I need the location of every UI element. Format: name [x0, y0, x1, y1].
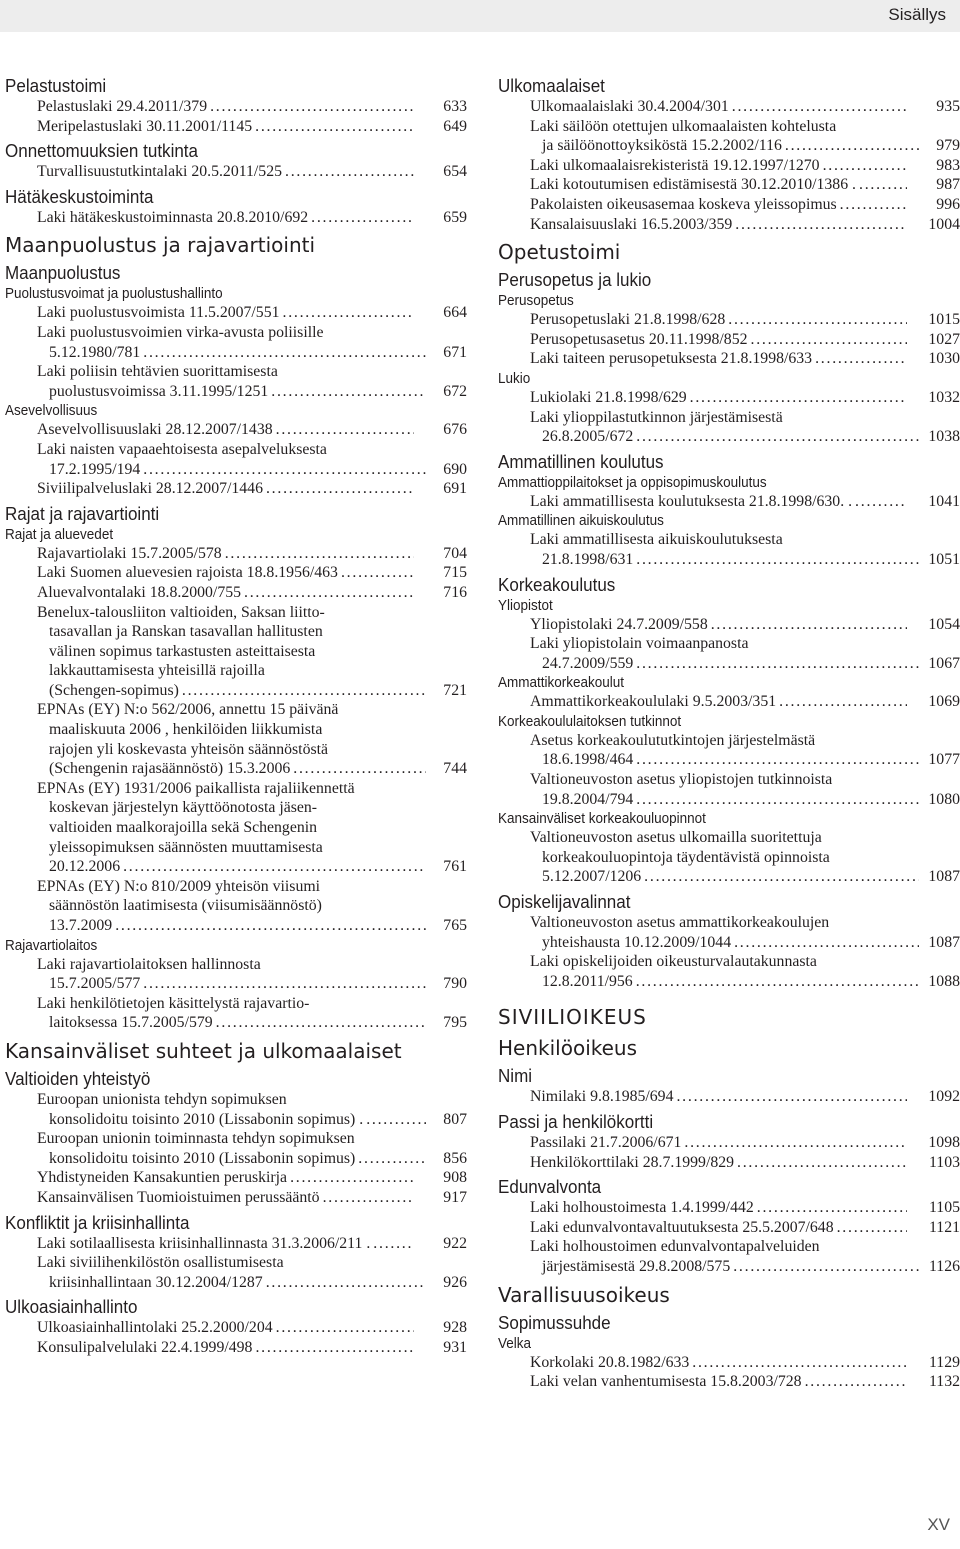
dot-leader: [311, 208, 414, 228]
toc-entry[interactable]: [5, 583, 467, 603]
minor-heading: Ammatillinen aikuiskoulutus: [498, 512, 664, 530]
entry-title-line: 20.12.2006: [49, 858, 121, 876]
page-ref: 715: [443, 564, 467, 582]
page-ref: 1030: [928, 350, 960, 368]
entry-title-line: Valtioneuvoston asetus ammattikorkeakoulujen: [530, 914, 830, 932]
entry-title-line: valtioiden maalkorajoilla sekä Schengenin: [49, 819, 318, 837]
toc-entry[interactable]: [5, 303, 467, 323]
page-ref: 721: [443, 681, 467, 699]
dot-leader: [143, 343, 426, 363]
entry-title-line: välinen sopimus tarkastusten asteittaisesta: [49, 642, 316, 660]
part-heading: SIVIILIOIKEUS: [498, 1005, 647, 1030]
page-ref: 926: [443, 1273, 467, 1291]
dot-leader: [216, 1013, 426, 1033]
page-ref: 856: [443, 1149, 467, 1167]
entry-title-line: Passilaki 21.7.2006/671: [530, 1134, 682, 1151]
subsection-heading: Nimi: [498, 1065, 533, 1087]
entry-title-line: Laki sotilaallisesta kriisinhallinnasta 31.3.2006/211 .: [37, 1234, 371, 1252]
dot-leader: [840, 195, 907, 215]
entry-title-line: kriisinhallintaan 30.12.2004/1287: [49, 1273, 263, 1291]
subsection-heading: Valtioiden yhteistyö: [5, 1067, 151, 1089]
toc-entry[interactable]: [5, 117, 467, 137]
minor-heading: Velka: [498, 1334, 532, 1352]
page-ref: 1015: [928, 311, 960, 329]
entry-title-line: järjestämisestä 29.8.2008/575: [542, 1257, 731, 1275]
toc-entry[interactable]: [5, 700, 467, 778]
toc-entry[interactable]: [5, 162, 467, 182]
toc-entry[interactable]: [5, 1188, 467, 1208]
dot-leader: [676, 1087, 907, 1107]
toc-entry[interactable]: [498, 634, 960, 673]
entry-title-line: yleissopimuksen säännösten muuttamisesta: [49, 838, 323, 856]
dot-leader: [779, 692, 907, 712]
page-ref: 671: [443, 343, 467, 361]
page-ref: 704: [443, 544, 467, 562]
page-ref: 659: [443, 208, 467, 226]
dot-leader: [255, 1338, 414, 1358]
dot-leader: [735, 215, 907, 235]
entry-title-line: Aluevalvontalaki 18.8.2000/755: [37, 583, 242, 601]
dot-leader: [182, 681, 426, 701]
entry-title-line: Laki ammatillisesta koulutuksesta 21.8.1998/630. .: [530, 492, 853, 510]
toc-entry[interactable]: [498, 731, 960, 770]
toc-entry[interactable]: [498, 828, 960, 887]
entry-title-line: Korkolaki 20.8.1982/633: [530, 1353, 690, 1371]
entry-title-line: 21.8.1998/631: [542, 550, 634, 568]
dot-leader: [636, 750, 919, 770]
page-ref: 654: [443, 163, 467, 181]
entry-title-line: Benelux-talousliiton valtioiden, Saksan liitto-: [37, 603, 325, 621]
entry-title-line: Laki siviilihenkilöstön osallistumisesta: [37, 1254, 284, 1272]
entry-title-line: 19.8.2004/794: [542, 790, 634, 808]
entry-title-line: Turvallisuustutkintalaki 20.5.2011/525: [37, 163, 283, 181]
section-title: Sisällys: [888, 5, 946, 24]
subsection-heading: Perusopetus ja lukio: [498, 269, 652, 291]
dot-leader: [785, 136, 919, 156]
toc-entry[interactable]: [5, 440, 467, 479]
page-ref: 1129: [928, 1353, 960, 1371]
page-number: XV: [927, 1515, 950, 1534]
entry-title-line: EPNAs (EY) 1931/2006 paikallista rajaliikennettä: [37, 779, 355, 797]
dot-leader: [283, 303, 414, 323]
dot-leader: [636, 427, 919, 447]
dot-leader: [225, 544, 414, 564]
toc-entry[interactable]: [498, 1087, 960, 1107]
entry-title-line: Pakolaisten oikeusasemaa koskeva yleissopimus: [530, 195, 837, 213]
page-ref: 935: [936, 98, 960, 115]
entry-title-line: Henkilökorttilaki 28.7.1999/829: [530, 1153, 735, 1171]
dot-leader: [728, 310, 907, 330]
left-column: [5, 75, 467, 1358]
toc-entry[interactable]: [5, 994, 467, 1033]
entry-title-line: laitoksessa 15.7.2005/579: [49, 1014, 213, 1032]
section-heading: Maanpuolustus ja rajavartiointi: [5, 233, 316, 258]
entry-title-line: EPNAs (EY) N:o 562/2006, annettu 15 päivänä: [37, 701, 339, 719]
toc-entry[interactable]: [5, 479, 467, 499]
section-heading: Henkilöoikeus: [498, 1036, 638, 1061]
right-column: [498, 75, 960, 1392]
dot-leader: [644, 867, 919, 887]
entry-title-line: 26.8.2005/672: [542, 428, 634, 446]
toc-entry[interactable]: [5, 208, 467, 228]
page-ref: 795: [443, 1014, 467, 1032]
page-ref: 1088: [928, 972, 960, 990]
page-ref: 761: [443, 858, 467, 876]
page-ref: 807: [443, 1110, 467, 1128]
minor-heading: Kansainväliset korkeakouluopinnot: [498, 810, 706, 828]
dot-leader: [244, 583, 414, 603]
page-ref: 1121: [928, 1218, 960, 1236]
page-ref: 979: [936, 137, 960, 155]
entry-title-line: Laki rajavartiolaitoksen hallinnosta: [37, 955, 261, 973]
toc-entry[interactable]: [498, 952, 960, 991]
entry-title-line: Rajavartiolaki 15.7.2005/578: [37, 544, 222, 562]
section-heading: Kansainväliset suhteet ja ulkomaalaiset: [5, 1038, 402, 1063]
entry-title-line: Ulkoasiainhallintolaki 25.2.2000/204: [37, 1319, 273, 1337]
entry-title-line: Laki puolustusvoimien virka-avusta poliisille: [37, 323, 324, 341]
dot-leader: [115, 916, 426, 936]
page-ref: 1098: [928, 1134, 960, 1151]
toc-entry[interactable]: [498, 1218, 960, 1238]
toc-entry[interactable]: [5, 97, 467, 117]
subsection-heading: Opiskelijavalinnat: [498, 891, 631, 913]
toc-entry[interactable]: [5, 362, 467, 401]
page-ref: 987: [936, 176, 960, 194]
dot-leader: [276, 1318, 414, 1338]
entry-title-line: maaliskuuta 2006 , henkilöiden liikkumista: [49, 721, 323, 739]
entry-title-line: EPNAs (EY) N:o 810/2009 yhteisön viisumi: [37, 877, 321, 895]
dot-leader: [734, 933, 919, 953]
dot-leader: [276, 420, 414, 440]
entry-title-line: Laki opiskelijoiden oikeusturvalautakunnasta: [530, 953, 817, 971]
dot-leader: [636, 972, 919, 992]
entry-title-line: Laki edunvalvontavaltuutuksesta 25.5.2007/648: [530, 1218, 834, 1236]
entry-title-line: (Schengenin rajasäännöstö) 15.3.2006: [49, 760, 291, 778]
dot-leader: [751, 330, 908, 350]
page-ref: 790: [443, 975, 467, 993]
page-ref: 1092: [928, 1088, 960, 1106]
entry-title-line: konsolidoitu toisinto 2010 (Lissabonin sopimus) .: [49, 1110, 364, 1128]
subsection-heading: Edunvalvonta: [498, 1176, 602, 1198]
entry-title-line: Laki ulkomaalaisrekisteristä 19.12.1997/1270: [530, 156, 820, 174]
entry-title-line: Konsulipalvelulaki 22.4.1999/498: [37, 1338, 253, 1356]
entry-title-line: 5.12.2007/1206: [542, 868, 642, 886]
page-ref: 1027: [928, 330, 960, 348]
entry-title-line: 13.7.2009: [49, 917, 113, 934]
toc-entry[interactable]: [5, 1129, 467, 1168]
page-ref: 908: [443, 1169, 467, 1187]
toc-entry[interactable]: [5, 323, 467, 362]
minor-heading: Ammattioppilaitokset ja oppisopimuskoulutus: [498, 473, 767, 491]
dot-leader: [733, 1257, 919, 1277]
entry-title-line: lakkauttamisesta yhteisillä rajoilla: [49, 662, 265, 680]
page-ref: 1051: [928, 550, 960, 568]
header-band: [0, 0, 960, 32]
page-ref: 1087: [928, 868, 960, 886]
minor-heading: Rajavartiolaitos: [5, 936, 98, 954]
page-ref: 744: [443, 760, 467, 778]
page-ref: 983: [936, 156, 960, 174]
entry-title-line: Perusopetusasetus 20.11.1998/852: [530, 330, 748, 348]
page-ref: 1004: [928, 215, 960, 233]
page-ref: 633: [443, 98, 467, 115]
dot-leader: [636, 790, 919, 810]
toc-entry[interactable]: [498, 1237, 960, 1276]
entry-title-line: 15.7.2005/577: [49, 975, 141, 993]
entry-title-line: 17.2.1995/194: [49, 460, 141, 478]
subsection-heading: Ulkomaalaiset: [498, 75, 605, 96]
entry-title-line: Laki naisten vapaaehtoisesta asepalveluksesta: [37, 440, 327, 458]
page-ref: 996: [936, 195, 960, 213]
toc-entry[interactable]: [5, 544, 467, 564]
page-ref: 691: [443, 480, 467, 498]
entry-title-line: Euroopan unionista tehdyn sopimuksen: [37, 1090, 287, 1108]
entry-title-line: korkeakouluopintoja täydentävistä opinnoista: [542, 848, 830, 866]
toc-entry[interactable]: [498, 408, 960, 447]
entry-title-line: koskevan järjestelyn käyttöönotosta jäsen-: [49, 799, 318, 817]
dot-leader: [373, 1234, 414, 1254]
entry-title-line: Meripelastuslaki 30.11.2001/1145: [37, 117, 253, 135]
entry-title-line: Siviilipalveluslaki 28.12.2007/1446: [37, 480, 263, 498]
dot-leader: [123, 857, 426, 877]
page-ref: 676: [443, 421, 467, 439]
dot-leader: [636, 654, 919, 674]
entry-title-line: Laki ammatillisesta aikuiskoulutuksesta: [530, 531, 783, 549]
page-ref: 765: [443, 917, 467, 934]
entry-title-line: Perusopetuslaki 21.8.1998/628: [530, 311, 726, 329]
toc-entry[interactable]: [498, 1372, 960, 1392]
dot-leader: [837, 1218, 907, 1238]
page-ref: 931: [443, 1338, 467, 1356]
dot-leader: [358, 1149, 426, 1169]
page-ref: 1032: [928, 388, 960, 406]
dot-leader: [293, 759, 426, 779]
toc-entry[interactable]: [498, 195, 960, 215]
entry-title-line: Laki hätäkeskustoiminnasta 20.8.2010/692: [37, 208, 309, 226]
toc-entry[interactable]: [498, 215, 960, 235]
entry-title-line: Asetus korkeakoulututkintojen järjestelmästä: [530, 731, 816, 749]
entry-title-line: Laki holhoustoimesta 1.4.1999/442: [530, 1199, 754, 1217]
toc-entry[interactable]: [498, 310, 960, 330]
subsection-heading: Korkeakoulutus: [498, 573, 616, 595]
toc-entry[interactable]: [498, 1153, 960, 1173]
toc-entry[interactable]: [5, 563, 467, 583]
page-ref: 690: [443, 460, 467, 478]
minor-heading: Korkeakoululaitoksen tutkinnot: [498, 712, 682, 730]
page-ref: 1038: [928, 428, 960, 446]
entry-title-line: rajojen yli koskevasta yhteisön säännöstöstä: [49, 740, 329, 758]
entry-title-line: Ulkomaalaislaki 30.4.2004/301: [530, 98, 729, 115]
minor-heading: Lukio: [498, 369, 531, 387]
entry-title-line: Yliopistolaki 24.7.2009/558: [530, 615, 708, 633]
toc-entry[interactable]: [5, 877, 467, 936]
entry-title-line: Laki henkilötietojen käsittelystä rajavartio-: [37, 994, 310, 1012]
minor-heading: Yliopistot: [498, 596, 553, 614]
toc-entry[interactable]: [498, 1198, 960, 1218]
page-ref: 1080: [928, 790, 960, 808]
page-ref: 1069: [928, 693, 960, 711]
dot-leader: [855, 492, 907, 512]
dot-leader: [757, 1198, 907, 1218]
dot-leader: [711, 615, 907, 635]
dot-leader: [636, 550, 919, 570]
entry-title-line: tasavallan ja Ranskan tasavallan hallitusten: [49, 623, 323, 641]
toc-entry[interactable]: [5, 1253, 467, 1292]
toc-entry[interactable]: [498, 97, 960, 117]
entry-title-line: Valtioneuvoston asetus yliopistojen tutkinnoista: [530, 771, 833, 789]
entry-title-line: Laki yliopistolain voimaanpanosta: [530, 635, 749, 653]
entry-title-line: säännöstön laatimisesta (viisumisäännöstö): [49, 897, 322, 915]
entry-title-line: Laki taiteen perusopetuksesta 21.8.1998/633: [530, 350, 813, 368]
toc-entry[interactable]: [498, 156, 960, 176]
entry-title-line: Nimilaki 9.8.1985/694: [530, 1088, 674, 1106]
dot-leader: [690, 388, 907, 408]
entry-title-line: (Schengen-sopimus): [49, 681, 179, 699]
page-ref: 1041: [928, 492, 960, 510]
minor-heading: Ammattikorkeakoulut: [498, 674, 625, 692]
toc-entry[interactable]: [5, 1338, 467, 1358]
section-heading: Opetustoimi: [498, 240, 621, 265]
dot-leader: [684, 1133, 907, 1153]
page-ref: 1077: [928, 751, 960, 769]
dot-leader: [692, 1353, 907, 1373]
minor-heading: Rajat ja aluevedet: [5, 525, 114, 543]
page-ref: 716: [443, 583, 467, 601]
entry-title-line: Laki holhoustoimen edunvalvontapalveluiden: [530, 1238, 820, 1256]
toc-entry[interactable]: [498, 615, 960, 635]
page-ref: 1054: [928, 615, 960, 633]
page-ref: 1132: [928, 1373, 960, 1391]
subsection-heading: Passi ja henkilökortti: [498, 1111, 654, 1132]
entry-title-line: konsolidoitu toisinto 2010 (Lissabonin sopimus): [49, 1149, 356, 1167]
minor-heading: Puolustusvoimat ja puolustushallinto: [5, 285, 223, 303]
entry-title-line: Kansalaisuuslaki 16.5.2003/359: [530, 215, 733, 233]
dot-leader: [143, 974, 426, 994]
dot-leader: [255, 117, 414, 137]
toc-entry[interactable]: [5, 779, 467, 877]
dot-leader: [266, 1273, 426, 1293]
entry-title-line: Euroopan unionin toiminnasta tehdyn sopimuksen: [37, 1130, 355, 1148]
toc-entry[interactable]: [498, 1133, 960, 1153]
page-ref: 917: [443, 1188, 467, 1206]
toc-entry[interactable]: [498, 349, 960, 369]
entry-title-line: 18.6.1998/464: [542, 751, 634, 769]
dot-leader: [815, 349, 907, 369]
toc-entry[interactable]: [5, 1090, 467, 1129]
dot-leader: [210, 97, 414, 117]
page-ref: 672: [443, 382, 467, 400]
entry-title-line: 12.8.2011/956: [542, 972, 633, 990]
toc-entry[interactable]: [498, 117, 960, 156]
dot-leader: [290, 1168, 414, 1188]
subsection-heading: Konfliktit ja kriisinhallinta: [5, 1211, 190, 1233]
subsection-heading: Ulkoasiainhallinto: [5, 1296, 138, 1318]
toc-entry[interactable]: [5, 955, 467, 994]
section-heading: Varallisuusoikeus: [498, 1282, 670, 1307]
toc-entry[interactable]: [5, 420, 467, 440]
entry-title-line: Laki ylioppilastutkinnon järjestämisestä: [530, 408, 783, 426]
dot-leader: [323, 1188, 414, 1208]
dot-leader: [805, 1372, 907, 1392]
page-ref: 1126: [928, 1257, 960, 1275]
dot-leader: [143, 460, 426, 480]
page-ref: 922: [443, 1234, 467, 1252]
entry-title-line: Laki poliisin tehtävien suorittamisesta: [37, 363, 278, 381]
dot-leader: [266, 479, 414, 499]
page-ref: 1067: [928, 654, 960, 672]
entry-title-line: puolustusvoimissa 3.11.1995/1251: [49, 382, 269, 400]
entry-title-line: Ammattikorkeakoululaki 9.5.2003/351: [530, 693, 777, 711]
minor-heading: Asevelvollisuus: [5, 402, 98, 420]
page-ref: 1103: [928, 1153, 960, 1171]
dot-leader: [737, 1153, 907, 1173]
subsection-heading: Hätäkeskustoiminta: [5, 185, 154, 207]
entry-title-line: Laki kotoutumisen edistämisestä 30.12.2010/1386 .: [530, 176, 856, 194]
entry-title-line: Kansainvälisen Tuomioistuimen perussääntö: [37, 1188, 320, 1206]
entry-title-line: Laki velan vanhentumisesta 15.8.2003/728: [530, 1373, 802, 1391]
entry-title-line: Asevelvollisuuslaki 28.12.2007/1438: [37, 421, 273, 439]
entry-title-line: Laki puolustusvoimista 11.5.2007/551: [37, 304, 280, 322]
entry-title-line: 24.7.2009/559: [542, 654, 634, 672]
entry-title-line: Laki Suomen aluevesien rajoista 18.8.1956/463: [37, 564, 338, 582]
minor-heading: Perusopetus: [498, 292, 574, 310]
page-ref: 649: [443, 117, 467, 135]
entry-title-line: Lukiolaki 21.8.1998/629: [530, 388, 687, 406]
toc-entry[interactable]: [498, 1353, 960, 1373]
toc-entry[interactable]: [498, 692, 960, 712]
subsection-heading: Maanpuolustus: [5, 262, 121, 284]
entry-title-line: Laki säilöön otettujen ulkomaalaisten kohtelusta: [530, 117, 837, 135]
toc-entry[interactable]: [498, 770, 960, 809]
subsection-heading: Onnettomuuksien tutkinta: [5, 140, 199, 162]
dot-leader: [271, 382, 426, 402]
entry-title-line: ja säilöönottoyksiköstä 15.2.2002/116: [542, 137, 782, 155]
dot-leader: [285, 162, 414, 182]
subsection-heading: Rajat ja rajavartiointi: [5, 502, 160, 524]
dot-leader: [859, 175, 907, 195]
dot-leader: [732, 97, 907, 117]
toc-entry[interactable]: [498, 913, 960, 952]
entry-title-line: Yhdistyneiden Kansakuntien peruskirja: [37, 1169, 288, 1187]
dot-leader: [341, 563, 414, 583]
entry-title-line: Pelastuslaki 29.4.2011/379: [37, 98, 208, 115]
toc-entry[interactable]: [5, 1318, 467, 1338]
page-ref: 1087: [928, 933, 960, 951]
subsection-heading: Sopimussuhde: [498, 1311, 611, 1333]
toc-entry[interactable]: [5, 603, 467, 701]
page-ref: 928: [443, 1319, 467, 1337]
toc-entry[interactable]: [498, 388, 960, 408]
entry-title-line: yhteishausta 10.12.2009/1044: [542, 933, 732, 951]
entry-title-line: 5.12.1980/781: [49, 343, 141, 361]
dot-leader: [823, 156, 907, 176]
toc-entry[interactable]: [498, 330, 960, 350]
subsection-heading: Pelastustoimi: [5, 75, 107, 96]
toc-entry[interactable]: [5, 1168, 467, 1188]
toc-entry[interactable]: [5, 1234, 467, 1254]
toc-entry[interactable]: [498, 492, 960, 512]
page-ref: 1105: [928, 1199, 960, 1217]
page-ref: 664: [443, 304, 467, 322]
toc-entry[interactable]: [498, 530, 960, 569]
toc-entry[interactable]: [498, 175, 960, 195]
entry-title-line: Valtioneuvoston asetus ulkomailla suoritettuja: [530, 829, 822, 847]
subsection-heading: Ammatillinen koulutus: [498, 450, 664, 472]
